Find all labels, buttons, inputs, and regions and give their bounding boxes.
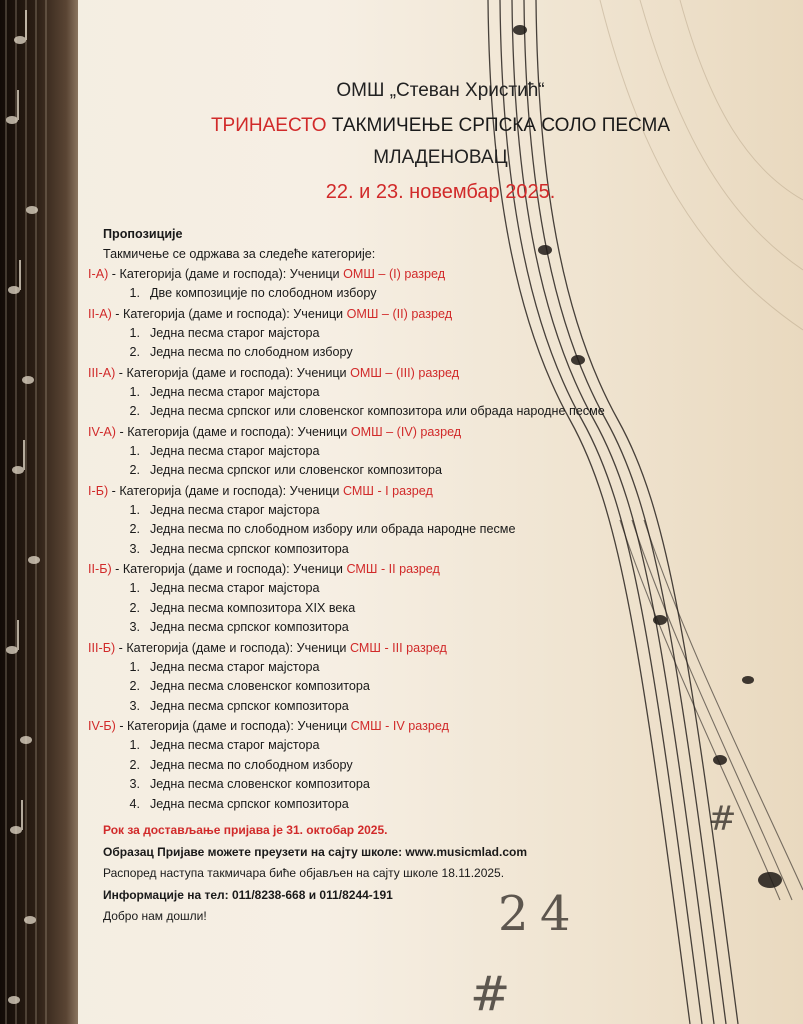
item-text: Једна песма старог мајстора — [150, 325, 320, 340]
category-label: - Категорија (даме и господа): Ученици — [111, 562, 347, 576]
list-item — [88, 540, 648, 560]
item-number: 2. — [129, 404, 140, 418]
category-school: СМШ - I разред — [342, 483, 433, 498]
list-item — [88, 324, 648, 344]
item-number: 1. — [129, 443, 140, 458]
category-items — [88, 442, 648, 481]
list-item — [88, 579, 648, 599]
category-school: ОМШ – (IV) разред — [350, 424, 462, 439]
category-heading — [88, 264, 648, 284]
item-text: Једна песма старог мајстора — [150, 738, 320, 752]
list-item — [88, 284, 648, 304]
item-number: 1. — [129, 659, 140, 674]
category-label: - Категорија (даме и господа): Ученици — [115, 365, 351, 380]
category-code: III-А) — [88, 365, 116, 380]
item-text: Једна песма српског или словенског композитора или обрада народне песме — [150, 404, 605, 418]
list-item — [88, 618, 648, 638]
footer-info — [88, 820, 648, 928]
category-code: III-Б) — [88, 640, 116, 655]
list-item — [88, 461, 648, 481]
list-item — [88, 677, 648, 697]
item-text: Једна песма српског или словенског композитора — [150, 463, 442, 477]
item-text: Једна песма по слободном избору — [150, 757, 353, 772]
event-date: 22. и 23. новембар 2025. — [325, 181, 556, 203]
item-number: 2. — [129, 757, 140, 772]
category-heading — [88, 363, 648, 383]
category-items — [88, 736, 648, 814]
category-school: ОМШ – (I) разред — [343, 267, 446, 281]
category-items — [88, 658, 648, 717]
item-number: 2. — [129, 600, 140, 615]
item-text: Једна песма старог мајстора — [150, 659, 320, 674]
propositions-section — [88, 224, 648, 928]
category-label: - Категорија (даме и господа): Ученици — [115, 640, 350, 655]
svg-text:#: # — [470, 966, 511, 1022]
item-number: 1. — [129, 581, 140, 595]
category-heading — [88, 481, 648, 501]
item-number: 2. — [129, 463, 140, 477]
category-label: - Категорија (даме и господа): Ученици — [116, 424, 351, 439]
category-items — [88, 383, 648, 422]
item-number: 1. — [129, 286, 140, 300]
item-number: 3. — [129, 541, 140, 556]
category-heading — [88, 559, 648, 579]
item-text: Једна песма старог мајстора — [150, 443, 320, 458]
category-items — [88, 324, 648, 363]
list-item — [88, 795, 648, 815]
item-number: 2. — [129, 679, 140, 693]
item-number: 1. — [129, 738, 140, 752]
category-label: - Категорија (даме и господа): Ученици — [115, 719, 351, 733]
deadline-notice: Рок за достављање пријава је 31. октобар 2025. — [103, 823, 388, 837]
category-school: ОМШ – (III) разред — [350, 365, 460, 380]
city-name: МЛАДЕНОВАЦ — [373, 147, 508, 168]
list-item — [88, 736, 648, 756]
category-school: СМШ - IV разред — [350, 719, 449, 733]
category-label: - Категорија (даме и господа): Ученици — [111, 306, 347, 321]
item-text: Једна песма старог мајстора — [150, 581, 320, 595]
svg-text:#: # — [708, 799, 737, 839]
schedule-notice: Распоред наступа такмичара биће објављен на сајту школе 18.11.2025. — [103, 866, 505, 880]
category-heading — [88, 638, 648, 658]
form-download-notice: Образац Пријаве можете преузети на сајту школе: www.musicmlad.com — [103, 844, 528, 859]
welcome-text: Добро нам дошли! — [103, 909, 207, 923]
svg-text:4: 4 — [540, 886, 571, 942]
list-item — [88, 343, 648, 363]
svg-text:2: 2 — [498, 886, 529, 942]
item-text: Једна песма словенског композитора — [150, 777, 370, 791]
item-text: Једна песма српског композитора — [150, 698, 349, 713]
category-items — [88, 579, 648, 638]
category-code: I-А) — [88, 267, 109, 281]
item-number: 3. — [129, 620, 140, 634]
item-number: 1. — [129, 325, 140, 340]
list-item — [88, 775, 648, 795]
propositions-title: Пропозиције — [103, 227, 183, 241]
competition-title — [78, 115, 803, 137]
competition-name: ТАКМИЧЕЊЕ СРПСКА СОЛО ПЕСМА — [331, 115, 671, 136]
item-text: Једна песма по слободном избору — [150, 345, 353, 359]
category-heading — [88, 304, 648, 324]
contact-phones: Информације на тел: 011/8238-668 и 011/8244-191 — [103, 887, 393, 902]
category-items — [88, 284, 648, 304]
category-school: СМШ - III разред — [349, 640, 447, 655]
category-code: II-Б) — [88, 562, 112, 576]
category-code: IV-А) — [88, 424, 116, 439]
item-text: Једна песма српског композитора — [150, 541, 349, 556]
list-item — [88, 520, 648, 540]
category-school: СМШ - II разред — [346, 562, 440, 576]
list-item — [88, 697, 648, 717]
item-text: Једна песма по слободном избору или обрада народне песме — [150, 522, 516, 536]
item-text: Две композиције по слободном избору — [150, 286, 377, 300]
school-name: ОМШ „Стеван Христић“ — [336, 80, 545, 101]
list-item — [88, 599, 648, 619]
category-items — [88, 501, 648, 560]
list-item — [88, 442, 648, 462]
item-text: Једна песма словенског композитора — [150, 679, 370, 693]
category-code: II-А) — [88, 306, 112, 321]
category-heading — [88, 716, 648, 736]
item-number: 3. — [129, 698, 140, 713]
competition-ordinal: ТРИНАЕСТО — [210, 115, 327, 136]
list-item — [88, 383, 648, 403]
propositions-intro: Такмичење се одржава за следеће категорије: — [103, 247, 376, 261]
category-label: - Категорија (даме и господа): Ученици — [108, 267, 344, 281]
item-number: 1. — [129, 502, 140, 517]
list-item — [88, 756, 648, 776]
list-item — [88, 658, 648, 678]
category-label: - Категорија (даме и господа): Ученици — [108, 483, 343, 498]
item-number: 1. — [129, 384, 140, 399]
category-code: I-Б) — [88, 483, 109, 498]
item-text: Једна песма старог мајстора — [150, 384, 320, 399]
item-text: Једна песма српског композитора — [150, 620, 349, 634]
category-heading — [88, 422, 648, 442]
category-school: ОМШ – (II) разред — [346, 306, 453, 321]
item-number: 2. — [129, 345, 140, 359]
item-text: Једна песма композитора XIX века — [150, 600, 356, 615]
item-number: 2. — [129, 522, 140, 536]
item-number: 4. — [129, 796, 140, 811]
list-item — [88, 402, 648, 422]
item-number: 3. — [129, 777, 140, 791]
item-text: Једна песма српског композитора — [150, 796, 349, 811]
list-item — [88, 501, 648, 521]
category-code: IV-Б) — [88, 719, 116, 733]
item-text: Једна песма старог мајстора — [150, 502, 320, 517]
